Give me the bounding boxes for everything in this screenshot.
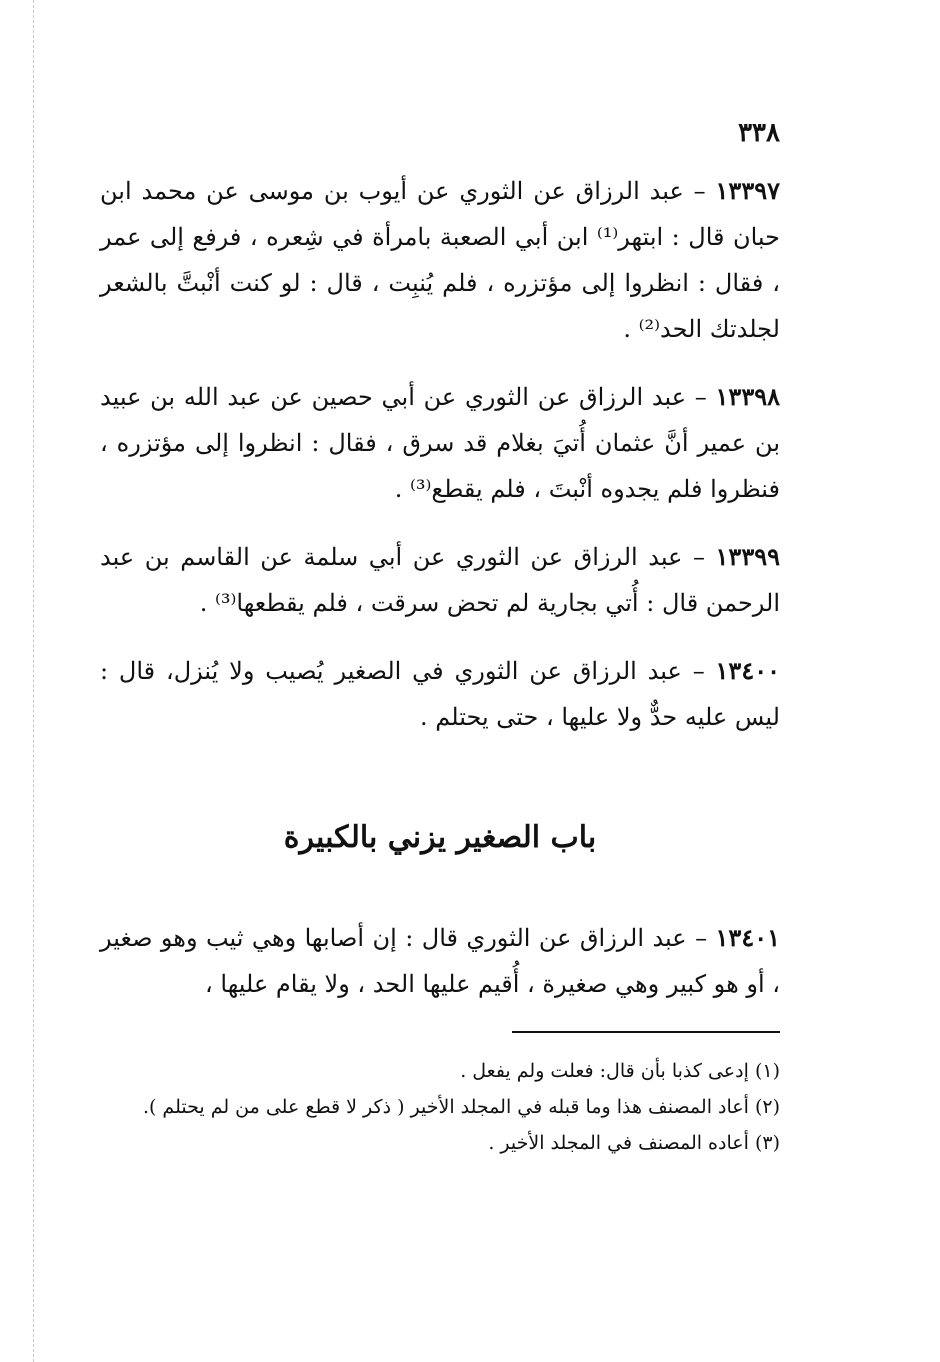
footnote-text: أعاد المصنف هذا وما قبله في المجلد الأخير ( ذكر لا قطع على من لم يحتلم ). bbox=[142, 1096, 749, 1118]
footnote-item bbox=[100, 1053, 780, 1089]
footnote-marker: (٣) bbox=[754, 1132, 780, 1154]
footnote-item bbox=[100, 1089, 780, 1125]
dash: – bbox=[693, 177, 706, 205]
hadith-number: ١٣٤٠٠ bbox=[715, 656, 780, 685]
hadith-text: عبد الرزاق عن الثوري في الصغير يُصيب ولا يُنزل، قال : ليس عليه حدٌّ ولا عليها ، حتى يحتلم . bbox=[100, 657, 780, 731]
hadith-text: عبد الرزاق عن الثوري قال : إن أصابها وهي ثيب وهو صغير ، أو هو كبير وهي صغيرة ، أُقيم عليها الحد ، ولا يقام عليها ، bbox=[100, 924, 780, 998]
dash: – bbox=[692, 543, 705, 571]
hadith-number: ١٣٣٩٧ bbox=[715, 176, 780, 205]
footnote-marker: (١) bbox=[754, 1060, 780, 1082]
dash: – bbox=[695, 924, 708, 952]
scan-margin-line bbox=[33, 0, 34, 1362]
footnote-text: إدعى كذبا بأن قال: فعلت ولم يفعل . bbox=[460, 1060, 749, 1082]
hadith-text: عبد الرزاق عن الثوري عن أيوب بن موسى عن محمد ابن حبان قال : ابتهر⁽¹⁾ ابن أبي الصعبة بامرأة في شِعره ، فرفع إلى عمر ، فقال : انظروا إلى مؤتزره ، فلم يُنبِت ، قال : لو كنت أنْبتَّ بالشعر لجلدتك الحد⁽²⁾ . bbox=[100, 177, 780, 343]
page-number: ٣٣٨ bbox=[738, 118, 780, 148]
hadith-text: عبد الرزاق عن الثوري عن أبي حصين عن عبد الله بن عبيد بن عمير أنَّ عثمان أُتيَ بغلام قد سرق ، فقال : انظروا إلى مؤتزره ، فنظروا فلم يجدوه أنْبتَ ، فلم يقطع⁽³⁾ . bbox=[100, 383, 780, 503]
footnotes bbox=[100, 1053, 780, 1161]
hadith-number: ١٣٤٠١ bbox=[715, 923, 780, 952]
footnote-divider bbox=[512, 1031, 780, 1033]
footnote-text: أعاده المصنف في المجلد الأخير . bbox=[488, 1132, 749, 1154]
hadith-number: ١٣٣٩٩ bbox=[715, 542, 780, 571]
hadith-number: ١٣٣٩٨ bbox=[715, 382, 780, 411]
dash: – bbox=[694, 383, 707, 411]
footnote-marker: (٢) bbox=[754, 1096, 780, 1118]
chapter-title: باب الصغير يزني بالكبيرة bbox=[283, 820, 597, 855]
hadith-paragraph bbox=[100, 648, 780, 740]
hadith-text: عبد الرزاق عن الثوري عن أبي سلمة عن القاسم بن عبد الرحمن قال : أُتي بجارية لم تحض سرقت ، فلم يقطعها⁽³⁾ . bbox=[100, 543, 780, 617]
book-page bbox=[100, 118, 780, 1161]
hadith-paragraph bbox=[100, 915, 780, 1007]
hadith-paragraph bbox=[100, 534, 780, 626]
footnote-item bbox=[100, 1125, 780, 1161]
hadith-paragraph bbox=[100, 374, 780, 512]
dash: – bbox=[692, 657, 705, 685]
hadith-paragraph bbox=[100, 168, 780, 352]
